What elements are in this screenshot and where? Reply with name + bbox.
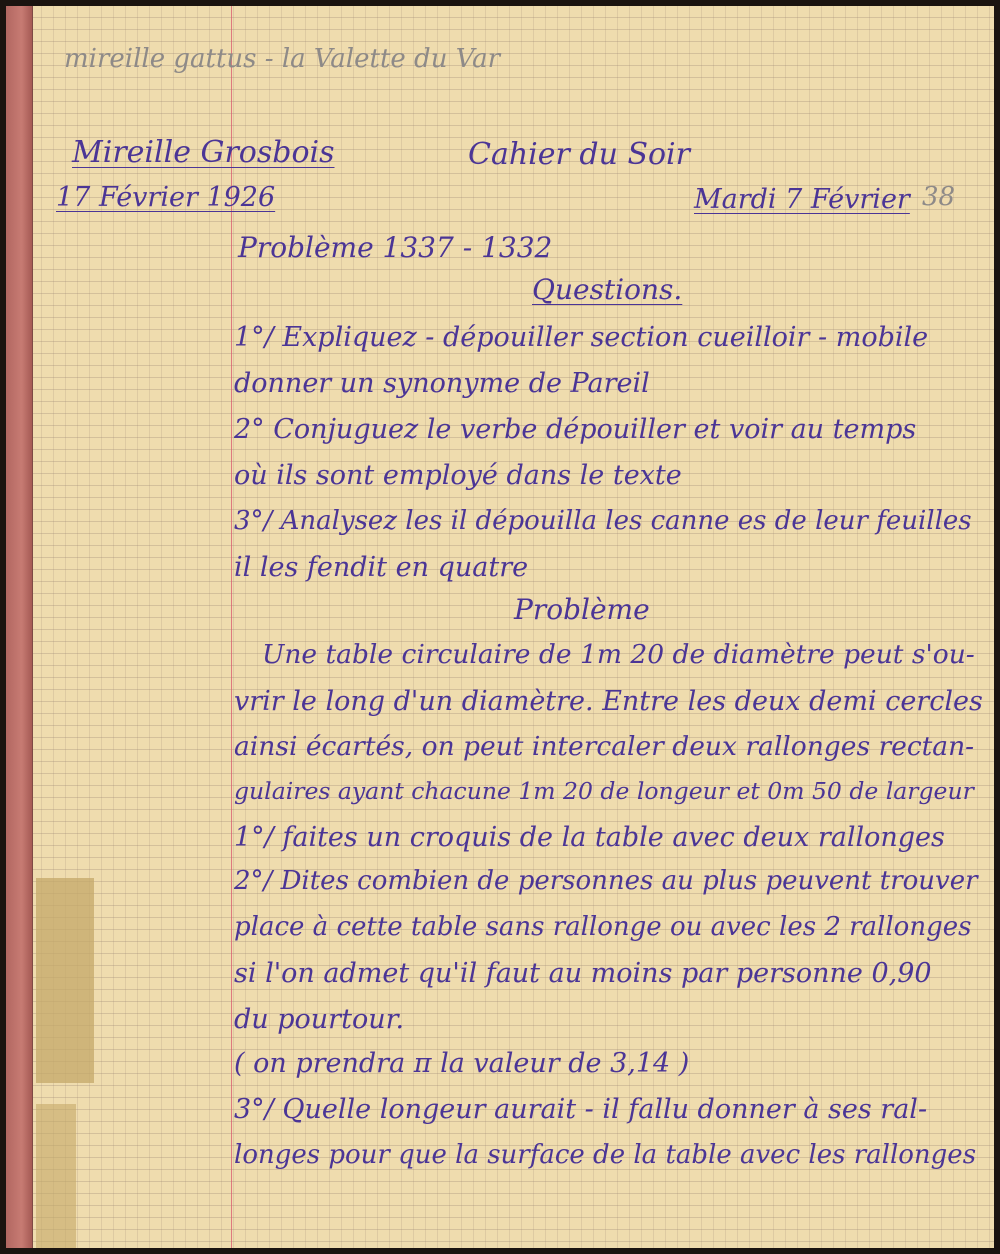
student-name: Mireille Grosbois (72, 135, 335, 170)
problem-line: Une table circulaire de 1m 20 de diamètre peut s'ou- (262, 639, 975, 670)
lesson-date: Mardi 7 Février (694, 184, 910, 215)
birth-date: 17 Février 1926 (56, 182, 276, 213)
question-line: 2° Conjuguez le verbe dépouiller et voir au temps (234, 414, 917, 445)
question-line: il les fendit en quatre (234, 552, 529, 583)
question-line: 3°/ Analysez les il dépouilla les canne es de leur feuilles (234, 506, 972, 536)
problem-line: vrir le long d'un diamètre. Entre les deux demi cercles (234, 686, 983, 717)
problem-line: 3°/ Quelle longeur aurait - il fallu donner à ses ral- (234, 1094, 928, 1125)
problem-heading: Problème (514, 593, 650, 626)
tape-strip-lower (36, 1104, 76, 1248)
problem-reference: Problème 1337 - 1332 (238, 231, 553, 264)
problem-line: 1°/ faites un croquis de la table avec deux rallonges (234, 822, 945, 853)
problem-line: ( on prendra π la valeur de 3,14 ) (234, 1048, 690, 1079)
pencil-note: mireille gattus - la Valette du Var (64, 44, 501, 74)
question-line: donner un synonyme de Pareil (234, 368, 650, 399)
tape-strip (36, 878, 94, 1083)
notebook-spine (6, 6, 33, 1248)
problem-line: place à cette table sans rallonge ou avec les 2 rallonges (234, 912, 972, 942)
problem-line: du pourtour. (234, 1004, 405, 1035)
notebook-page (6, 6, 994, 1248)
page-number: 38 (922, 182, 956, 212)
problem-line: ainsi écartés, on peut intercaler deux rallonges rectan- (234, 731, 975, 762)
problem-line: si l'on admet qu'il faut au moins par personne 0,90 (234, 958, 932, 989)
notebook-title: Cahier du Soir (468, 137, 690, 172)
question-line: 1°/ Expliquez - dépouiller section cueilloir - mobile (234, 322, 929, 353)
problem-line: 2°/ Dites combien de personnes au plus peuvent trouver (234, 866, 978, 896)
problem-line: gulaires ayant chacune 1m 20 de longeur et 0m 50 de largeur (234, 777, 974, 805)
problem-line: longes pour que la surface de la table avec les rallonges (234, 1140, 977, 1170)
questions-heading: Questions. (532, 273, 683, 306)
question-line: où ils sont employé dans le texte (234, 460, 682, 491)
